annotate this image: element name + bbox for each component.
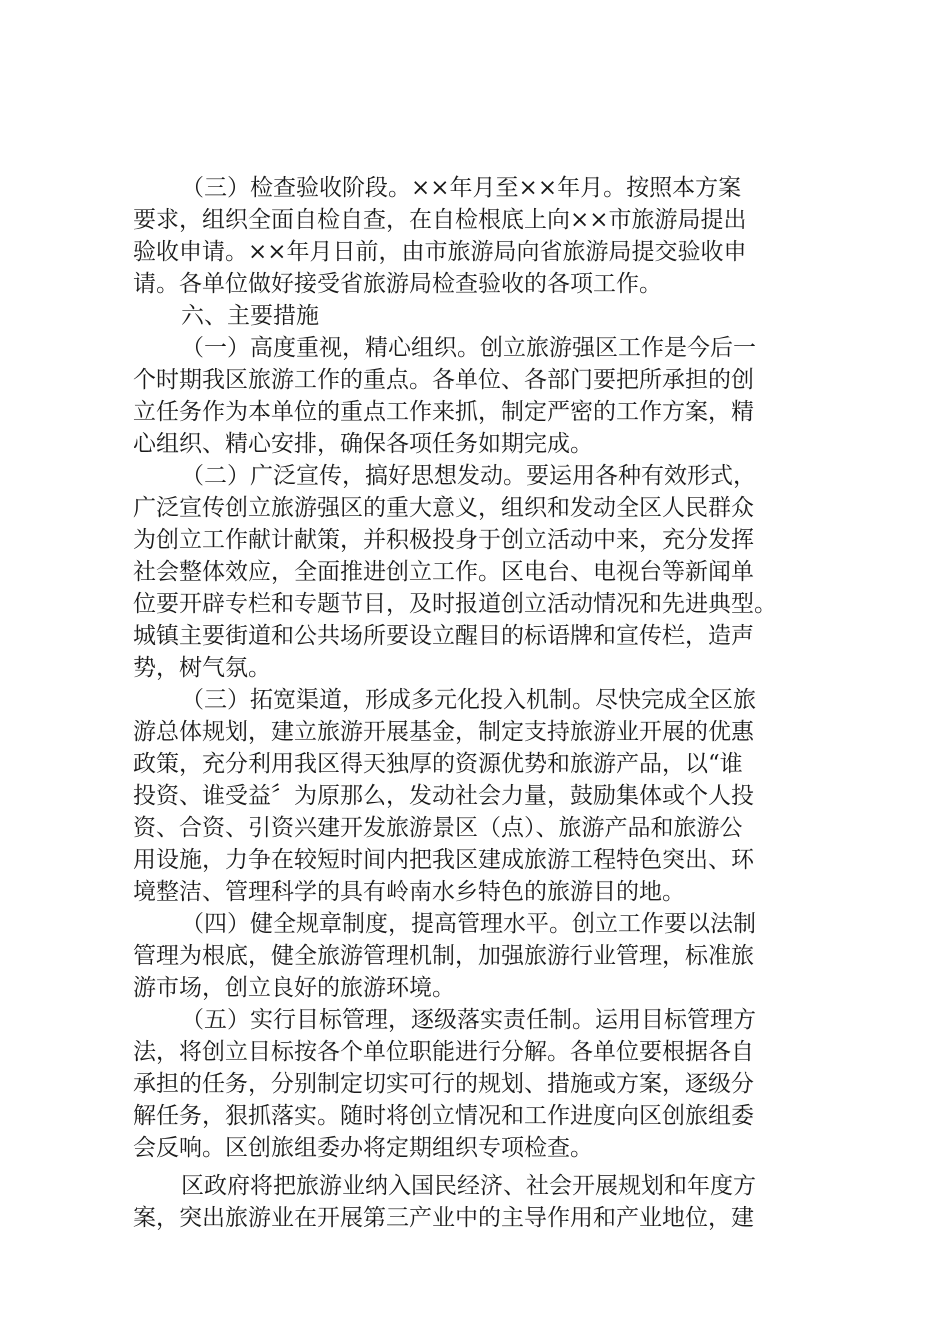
text-line: 为创立工作献计献策，并积极投身于创立活动中来，充分发挥 xyxy=(133,527,754,553)
text-line: 案，突出旅游业在开展第三产业中的主导作用和产业地位，建 xyxy=(133,1205,754,1231)
text-line: 承担的任务，分别制定切实可行的规划、措施或方案，逐级分 xyxy=(133,1071,754,1097)
text-line: （一）高度重视，精心组织。创立旅游强区工作是今后一 xyxy=(181,335,756,361)
text-line: （三）拓宽渠道，形成多元化投入机制。尽快完成全区旅 xyxy=(181,687,756,713)
text-line: 用设施，力争在较短时间内把我区建成旅游工程特色突出、环 xyxy=(133,847,754,873)
text-line: （四）健全规章制度，提高管理水平。创立工作要以法制 xyxy=(181,911,756,937)
text-line: 要求，组织全面自检自查，在自检根底上向××市旅游局提出 xyxy=(133,207,747,233)
paragraph-measure-3 xyxy=(133,684,833,908)
text-line: 心组织、精心安排，确保各项任务如期完成。 xyxy=(133,431,593,457)
text-line: 游市场，创立良好的旅游环境。 xyxy=(133,975,455,1001)
text-line: 政策，充分利用我区得天独厚的资源优势和旅游产品，以“谁 xyxy=(133,751,743,777)
paragraph-measure-1 xyxy=(133,332,833,460)
section-heading: 六、主要措施 xyxy=(181,303,319,329)
paragraph-measure-4 xyxy=(133,908,833,1004)
paragraph-measure-5 xyxy=(133,1004,833,1164)
text-line: 会反响。区创旅组委办将定期组织专项检查。 xyxy=(133,1135,593,1161)
text-line: 立任务作为本单位的重点工作来抓，制定严密的工作方案，精 xyxy=(133,399,754,425)
paragraph-inspection-stage xyxy=(133,172,833,300)
document-body xyxy=(133,172,833,1234)
text-line: 法，将创立目标按各个单位职能进行分解。各单位要根据各自 xyxy=(133,1039,754,1065)
text-line: 游总体规划，建立旅游开展基金，制定支持旅游业开展的优惠 xyxy=(133,719,754,745)
section-heading-main-measures xyxy=(133,300,833,332)
text-line: 解任务，狠抓落实。随时将创立情况和工作进度向区创旅组委 xyxy=(133,1103,754,1129)
text-line: （五）实行目标管理，逐级落实责任制。运用目标管理方 xyxy=(181,1007,756,1033)
text-line: （三）检查验收阶段。××年月至××年月。按照本方案 xyxy=(181,175,742,201)
text-line: 社会整体效应，全面推进创立工作。区电台、电视台等新闻单 xyxy=(133,559,754,585)
paragraph-measure-2 xyxy=(133,460,833,684)
text-line: 管理为根底，健全旅游管理机制，加强旅游行业管理，标准旅 xyxy=(133,943,754,969)
text-line: 请。各单位做好接受省旅游局检查验收的各项工作。 xyxy=(133,271,662,297)
text-line: 个时期我区旅游工作的重点。各单位、各部门要把所承担的创 xyxy=(133,367,754,393)
paragraph-government-plan xyxy=(133,1170,833,1234)
text-line: 资、合资、引资兴建开发旅游景区（点）、旅游产品和旅游公 xyxy=(133,815,743,841)
text-line: 境整洁、管理科学的具有岭南水乡特色的旅游目的地。 xyxy=(133,879,685,905)
text-line: 区政府将把旅游业纳入国民经济、社会开展规划和年度方 xyxy=(181,1173,756,1199)
text-line: 城镇主要街道和公共场所要设立醒目的标语牌和宣传栏，造声 xyxy=(133,623,754,649)
text-line: 广泛宣传创立旅游强区的重大意义，组织和发动全区人民群众 xyxy=(133,495,754,521)
text-line: 位要开辟专栏和专题节目，及时报道创立活动情况和先进典型。 xyxy=(133,591,777,617)
text-line: （二）广泛宣传，搞好思想发动。要运用各种有效形式， xyxy=(181,463,756,489)
text-line: 验收申请。××年月日前，由市旅游局向省旅游局提交验收申 xyxy=(133,239,747,265)
text-line: 投资、谁受益〞为原那么，发动社会力量，鼓励集体或个人投 xyxy=(133,783,754,809)
text-line: 势，树气氛。 xyxy=(133,655,271,681)
